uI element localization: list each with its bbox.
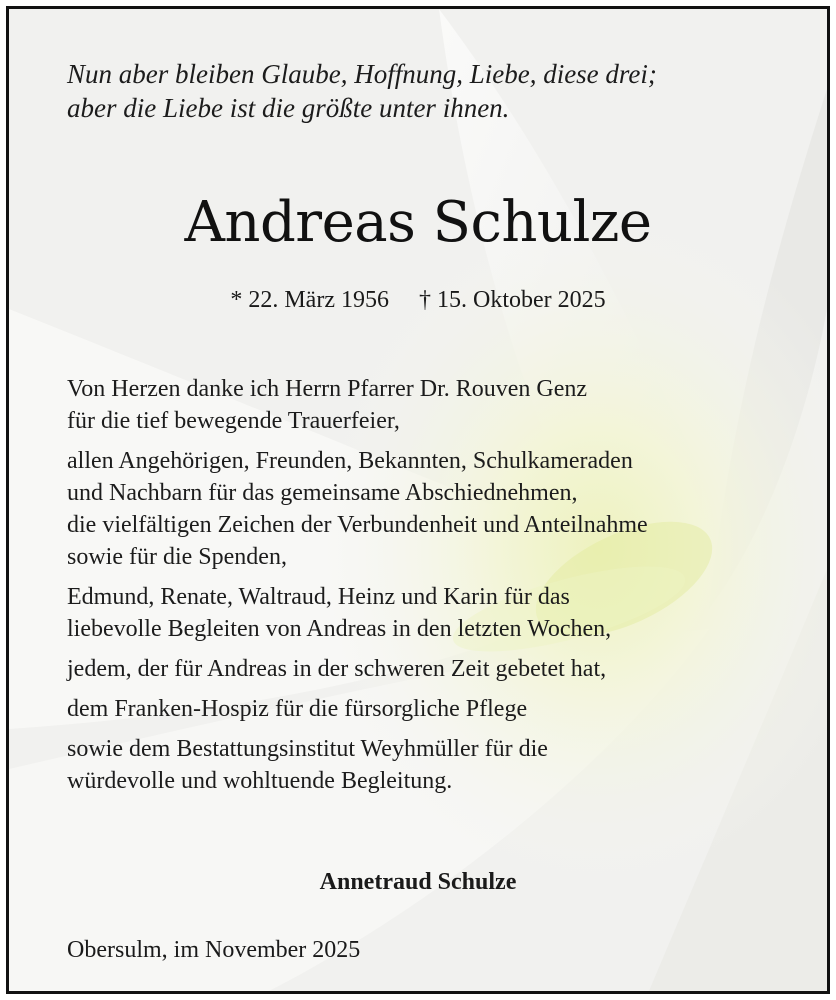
text-line: und Nachbarn für das gemeinsame Abschiednehmen,	[67, 480, 578, 506]
thanks-paragraph	[67, 653, 807, 685]
text-line: allen Angehörigen, Freunden, Bekannten, Schulkameraden	[67, 448, 633, 474]
text-line: würdevolle und wohltuende Begleitung.	[67, 768, 453, 794]
text-line: dem Franken-Hospiz für die fürsorgliche Pflege	[67, 696, 528, 722]
thanks-paragraph	[67, 733, 807, 797]
text-line: Von Herzen danke ich Herrn Pfarrer Dr. Rouven Genz	[67, 376, 588, 402]
text-line: sowie für die Spenden,	[67, 544, 287, 570]
birth-date: * 22. März 1956	[230, 287, 389, 313]
text-line: liebevolle Begleiten von Andreas in den letzten Wochen,	[67, 616, 612, 642]
thanks-paragraph	[67, 373, 807, 437]
quote-line: Nun aber bleiben Glaube, Hoffnung, Liebe, diese drei;	[67, 59, 657, 89]
text-line: Edmund, Renate, Waltraud, Heinz und Karin für das	[67, 584, 570, 610]
text-line: die vielfältigen Zeichen der Verbundenheit und Anteilnahme	[67, 512, 648, 538]
obituary-card	[6, 6, 830, 994]
life-dates	[9, 285, 827, 315]
place-and-date: Obersulm, im November 2025	[67, 937, 361, 963]
deceased-name: Andreas Schulze	[184, 190, 652, 255]
text-line: für die tief bewegende Trauerfeier,	[67, 408, 400, 434]
text-line: jedem, der für Andreas in der schweren Zeit gebetet hat,	[67, 656, 607, 682]
bible-quote	[67, 57, 787, 125]
quote-line: aber die Liebe ist die größte unter ihnen.	[67, 93, 510, 123]
thanks-text	[67, 373, 807, 805]
thanks-paragraph	[67, 581, 807, 645]
signature: Annetraud Schulze	[319, 869, 517, 895]
thanks-paragraph	[67, 693, 807, 725]
thanks-paragraph	[67, 445, 807, 573]
death-date: † 15. Oktober 2025	[418, 287, 606, 313]
text-line: sowie dem Bestattungsinstitut Weyhmüller für die	[67, 736, 548, 762]
